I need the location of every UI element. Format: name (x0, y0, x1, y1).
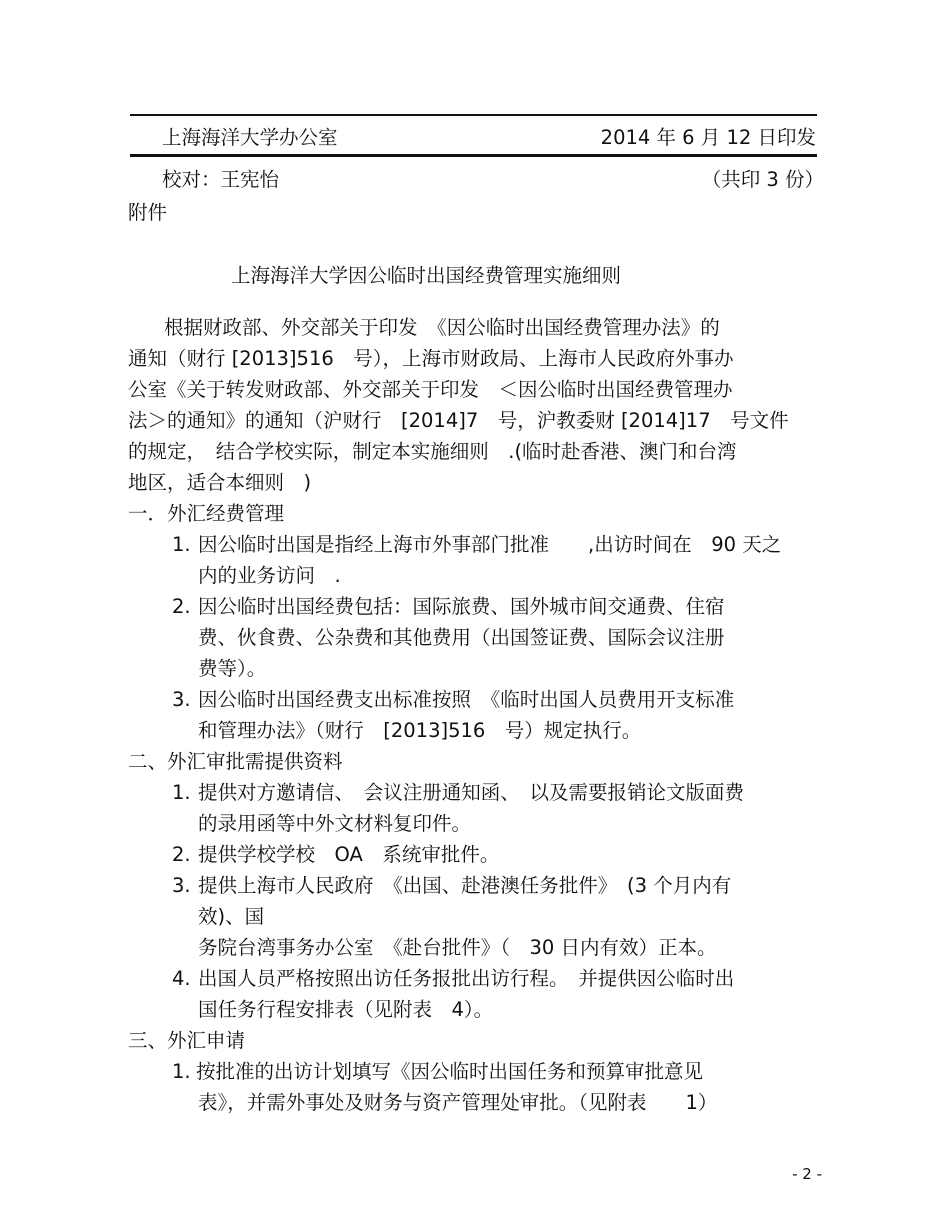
page-number: - 2 - (792, 1165, 822, 1183)
office-name: 上海海洋大学办公室 (162, 126, 338, 149)
item-number: 1. (172, 781, 191, 804)
attachment-label: 附件 (128, 201, 168, 224)
header-bottom-rule (130, 154, 817, 157)
item-line: 内的业务访问 . (198, 564, 341, 587)
item-number: 2. (172, 843, 191, 866)
item-line: 的录用函等中外文材料复印件。 (198, 812, 472, 835)
section-heading: 一．外汇经费管理 (128, 502, 285, 525)
intro-line: 公室《关于转发财政部、外交部关于印发 ＜因公临时出国经费管理办 (128, 378, 733, 401)
section-heading: 三、外汇申请 (128, 1029, 246, 1052)
item-line: 出国人员严格按照出访任务报批出访行程。 并提供因公临时出 (198, 967, 735, 990)
item-number: 3. (172, 688, 191, 711)
header-top-rule (130, 114, 817, 116)
proofreader: 校对：王宪怡 (162, 168, 280, 191)
item-line: 效)、国 (198, 905, 265, 928)
item-line: 因公临时出国经费包括：国际旅费、国外城市间交通费、住宿 (198, 595, 725, 618)
item-line: 表》，并需外事处及财务与资产管理处审批。（见附表 1） (198, 1091, 718, 1114)
item-line: 提供学校学校 OA 系统审批件。 (198, 843, 500, 866)
intro-line: 根据财政部、外交部关于印发 《因公临时出国经费管理办法》的 (164, 316, 720, 339)
section-heading: 二、外汇审批需提供资料 (128, 750, 343, 773)
item-number: 1. (172, 533, 191, 556)
item-line: 国任务行程安排表（见附表 4）。 (198, 998, 494, 1021)
item-number: 1. (172, 1060, 191, 1083)
intro-line: 法＞的通知》的通知（沪财行 [2014]7 号，沪教委财 [2014]17 号文件 (128, 409, 789, 432)
copies-count: （共印 3 份） (701, 168, 824, 191)
item-line: 因公临时出国经费支出标准按照 《临时出国人员费用开支标准 (198, 688, 735, 711)
item-line: 按批准的出访计划填写《因公临时出国任务和预算审批意见 (196, 1060, 704, 1083)
intro-line: 通知（财行 [2013]516 号），上海市财政局、上海市人民政府外事办 (128, 347, 734, 370)
print-date: 2014 年 6 月 12 日印发 (600, 126, 816, 149)
item-number: 4. (172, 967, 191, 990)
item-number: 2. (172, 595, 191, 618)
document-title: 上海海洋大学因公临时出国经费管理实施细则 (231, 264, 622, 287)
intro-line: 的规定， 结合学校实际，制定本实施细则 .(临时赴香港、澳门和台湾 (128, 440, 737, 463)
item-line: 务院台湾事务办公室 《赴台批件》（ 30 日内有效）正本。 (198, 936, 717, 959)
item-number: 3. (172, 874, 191, 897)
item-line: 提供上海市人民政府 《出国、赴港澳任务批件》 (3 个月内有 (198, 874, 732, 897)
item-line: 和管理办法》（财行 [2013]516 号）规定执行。 (198, 719, 642, 742)
item-line: 费、伙食费、公杂费和其他费用（出国签证费、国际会议注册 (198, 626, 725, 649)
item-line: 费等）。 (198, 657, 267, 680)
intro-line: 地区，适合本细则 ) (128, 471, 312, 494)
item-line: 因公临时出国是指经上海市外事部门批准 ,出访时间在 90 天之 (198, 533, 782, 556)
item-line: 提供对方邀请信、 会议注册通知函、 以及需要报销论文版面费 (198, 781, 745, 804)
